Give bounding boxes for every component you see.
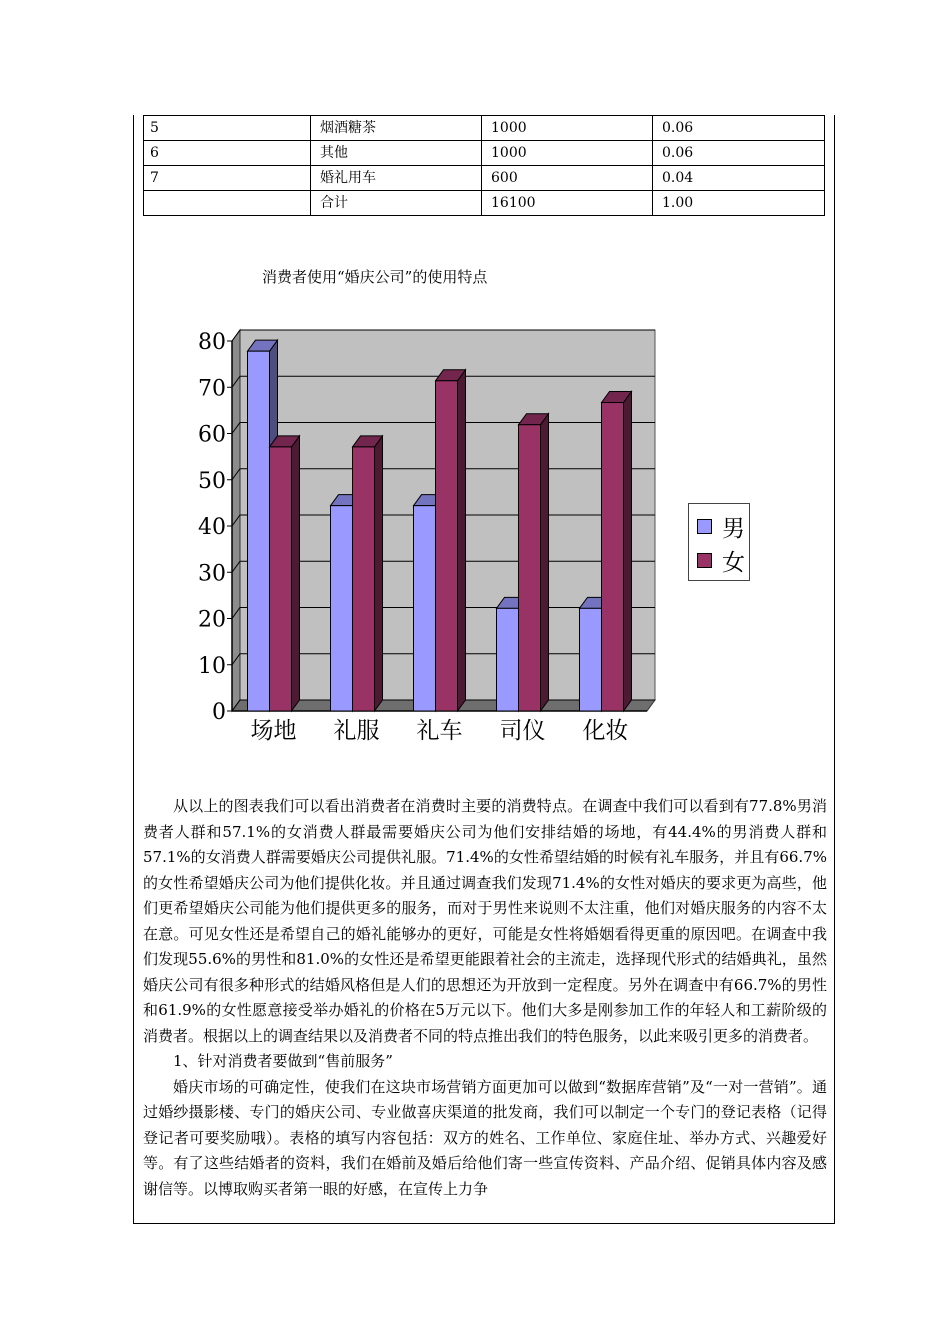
bar — [497, 608, 519, 711]
legend-label: 男 — [722, 516, 745, 542]
table-cell: 烟酒糖茶 — [311, 116, 482, 141]
y-tick-label: 60 — [198, 422, 226, 448]
table-row — [144, 141, 825, 166]
y-tick-label: 20 — [198, 607, 226, 633]
y-tick-label: 80 — [198, 330, 226, 355]
table-row — [144, 191, 825, 216]
x-tick-label: 场地 — [250, 718, 297, 744]
table-cell: 1.00 — [653, 191, 825, 216]
bar — [602, 403, 624, 711]
paragraph: 婚庆市场的可确定性，使我们在这块市场营销方面更加可以做到“数据库营销”及“一对一营销”。通过婚纱摄影楼、专门的婚庆公司、专业做喜庆渠道的批发商，我们可以制定一个专门的登记表格（记得登记者可要奖励哦）。表格的填写内容包括：双方的姓名、工作单位、家庭住址、举办方式、兴趣爱好等。有了这些结婚者的资料，我们在婚前及婚后给他们寄一些宣传资料、产品介绍、促销具体内容及感谢信等。以博取购买者第一眼的好感，在宣传上力争 — [143, 1077, 827, 1198]
bar — [414, 506, 436, 711]
bar-side — [292, 436, 300, 711]
bar — [248, 351, 270, 711]
table-cell: 0.06 — [653, 116, 825, 141]
x-tick-label: 礼服 — [333, 718, 380, 744]
table-cell: 0.06 — [653, 141, 825, 166]
bar — [519, 425, 541, 711]
body-text — [143, 794, 827, 1202]
x-tick-label: 化妆 — [582, 718, 629, 744]
table-cell: 16100 — [482, 191, 653, 216]
table-cell: 6 — [144, 141, 311, 166]
y-tick-label: 0 — [212, 700, 226, 725]
table-cell: 1000 — [482, 141, 653, 166]
section-heading: 1、针对消费者要做到“售前服务” — [173, 1052, 393, 1070]
y-tick-label: 30 — [198, 561, 226, 587]
table-cell: 5 — [144, 116, 311, 141]
y-tick-label: 70 — [198, 376, 226, 402]
table-row — [144, 166, 825, 191]
x-tick-label: 司仪 — [499, 718, 546, 744]
bar-side — [541, 414, 549, 711]
bar-side — [458, 370, 466, 711]
bar — [580, 608, 602, 711]
table-cell — [144, 191, 311, 216]
legend-swatch — [697, 519, 712, 534]
bar — [436, 381, 458, 711]
legend-label: 女 — [722, 550, 745, 576]
y-tick-label: 10 — [198, 653, 226, 679]
table-cell: 婚礼用车 — [311, 166, 482, 191]
legend-swatch — [697, 553, 712, 568]
legend-item-male — [697, 510, 745, 543]
table-cell: 其他 — [311, 141, 482, 166]
paragraph: 从以上的图表我们可以看出消费者在消费时主要的消费特点。在调查中我们可以看到有77.8%男消费者人群和57.1%的女消费人群最需要婚庆公司为他们安排结婚的场地，有44.4%的男消费人群和57.1%的女消费人群需要婚庆公司提供礼服。71.4%的女性希望结婚的时候有礼车服务，并且有66.7%的女性希望婚庆公司为他们提供化妆。并且通过调查我们发现71.4%的女性对婚庆的要求更为高些，他们更希望婚庆公司能为他们提供更多的服务，而对于男性来说则不太注重，他们对婚庆服务的内容不太在意。可见女性还是希望自己的婚礼能够办的更好，可能是女性将婚姻看得更重的原因吧。在调查中我们发现55.6%的男性和81.0%的女性还是希望更能跟着社会的主流走，选择现代形式的结婚典礼，虽然婚庆公司有很多种形式的结婚风格但是人们的思想还为开放到一定程度。另外在调查中有66.7%的男性和61.9%的女性愿意接受举办婚礼的价格在5万元以下。他们大多是刚参加工作的年轻人和工薪阶级的消费者。根据以上的调查结果以及消费者不同的特点推出我们的特色服务，以此来吸引更多的消费者。 — [143, 797, 827, 1045]
table-cell: 600 — [482, 166, 653, 191]
bar-side — [375, 436, 383, 711]
y-tick-label: 50 — [198, 468, 226, 494]
legend-item-female — [697, 544, 745, 577]
bar — [270, 447, 292, 711]
cost-table — [143, 115, 825, 216]
bar — [331, 506, 353, 711]
chart-legend — [688, 503, 750, 581]
bar-side — [624, 392, 632, 711]
x-tick-label: 礼车 — [416, 718, 463, 744]
table-cell: 合计 — [311, 191, 482, 216]
table-cell: 0.04 — [653, 166, 825, 191]
table-cell: 7 — [144, 166, 311, 191]
bar — [353, 447, 375, 711]
y-tick-label: 40 — [198, 515, 226, 540]
table-row — [144, 116, 825, 141]
bar-chart — [185, 325, 675, 755]
chart-title: 消费者使用“婚庆公司”的使用特点 — [262, 268, 488, 286]
table-cell: 1000 — [482, 116, 653, 141]
